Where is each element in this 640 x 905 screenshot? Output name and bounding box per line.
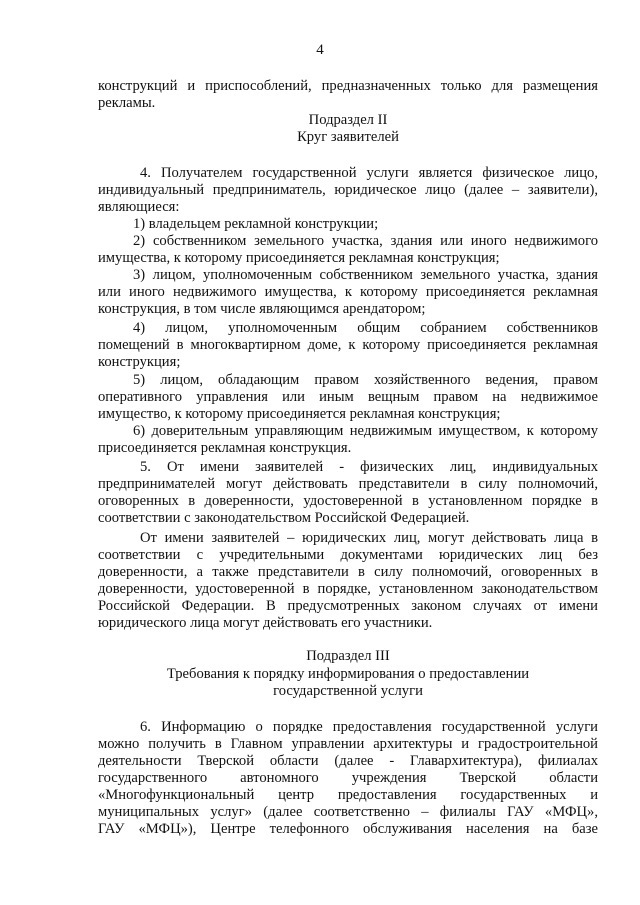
text-line: 2) собственником земельного участка, здания или иного недвижимого [133, 233, 598, 249]
section-heading: Подраздел III [306, 648, 390, 664]
text-line: «Многофункциональный центр предоставления государственных и [98, 787, 598, 803]
section-title: государственной услуги [273, 683, 423, 699]
text-line: ГАУ «МФЦ»), Центре телефонного обслуживания населения на базе [98, 821, 598, 837]
text-line: 4. Получателем государственной услуги является физическое лицо, [140, 165, 598, 181]
text-line: индивидуальный предприниматель, юридическое лицо (далее – заявители), [98, 182, 598, 198]
text-line: доверенности, а также представители в силу полномочий, оговоренных в [98, 564, 598, 580]
text-line: предпринимателей могут действовать представители в силу полномочий, [98, 476, 598, 492]
text-line: 5. От имени заявителей - физических лиц, индивидуальных [140, 459, 598, 475]
text-line: 3) лицом, уполномоченным собственником земельного участка, здания [133, 267, 598, 283]
text-line: оговоренных в доверенности, удостоверенной в установленном порядке в [98, 493, 598, 509]
text-line: 6. Информацию о порядке предоставления государственной услуги [140, 719, 598, 735]
text-line: являющиеся: [98, 199, 180, 215]
text-line: От имени заявителей – юридических лиц, могут действовать лица в [140, 530, 598, 546]
text-line: присоединяется рекламная конструкция. [98, 440, 352, 456]
text-line: муниципальных услуг» (далее соответственно – филиалы ГАУ «МФЦ», [98, 804, 598, 820]
text-line: имущество, к которому присоединяется рекламная конструкция; [98, 406, 501, 422]
text-line: государственного автономного учреждения Тверской области [98, 770, 598, 786]
section-title: Круг заявителей [297, 129, 399, 145]
text-line: 5) лицом, обладающим правом хозяйственного ведения, правом [133, 372, 598, 388]
text-line: юридического лица могут действовать его участники. [98, 615, 433, 631]
text-line: соответствии с учредительными документами юридических лиц без [98, 547, 598, 563]
text-line: соответствии с законодательством Российской Федерацией. [98, 510, 470, 526]
page-number: 4 [316, 42, 324, 58]
text-line: 1) владельцем рекламной конструкции; [133, 216, 379, 232]
text-line: оперативного управления или иным вещным правом на недвижимое [98, 389, 598, 405]
text-line: конструкция, в том числе являющимся арендатором; [98, 301, 426, 317]
text-line: или иного недвижимого имущества, к которому присоединяется рекламная [98, 284, 598, 300]
text-line: деятельности Тверской области (далее - Главархитектура), филиалах [98, 753, 598, 769]
text-line: помещений в многоквартирном доме, к которому присоединяется рекламная [98, 337, 598, 353]
section-title: Требования к порядку информирования о предоставлении [166, 666, 530, 682]
text-line: 4) лицом, уполномоченным общим собранием собственников [133, 320, 598, 336]
text-line: рекламы. [98, 95, 156, 111]
section-heading: Подраздел II [308, 112, 388, 128]
text-line: конструкция; [98, 354, 181, 370]
text-line: можно получить в Главном управлении архитектуры и градостроительной [98, 736, 598, 752]
text-line: доверенности, удостоверенной в порядке, установленном законодательством [98, 581, 598, 597]
text-line: 6) доверительным управляющим недвижимым имуществом, к которому [133, 423, 598, 439]
text-line: конструкций и приспособлений, предназначенных только для размещения [98, 78, 598, 94]
text-line: имущества, к которому присоединяется рекламная конструкция; [98, 250, 500, 266]
text-line: Российской Федерации. В предусмотренных законом случаях от имени [98, 598, 598, 614]
